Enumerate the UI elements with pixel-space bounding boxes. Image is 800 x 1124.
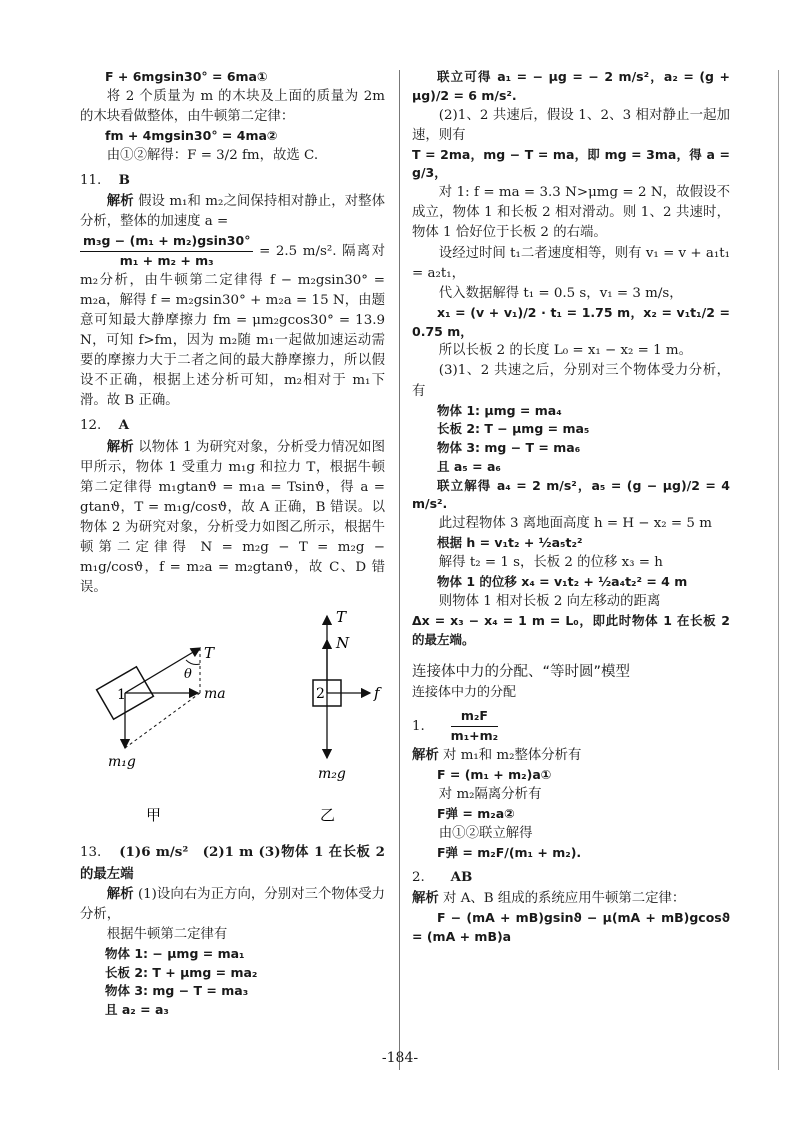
label-T2: T — [336, 608, 347, 627]
label-N: N — [336, 634, 350, 653]
analysis-text: 对 A、B 组成的系统应用牛顿第二定律： — [443, 890, 686, 906]
board-length: 所以长板 2 的长度 L₀ = x₁ − x₂ = 1 m。 — [438, 343, 692, 359]
accel-results: 联立解得 a₄ = 2 m/s²，a₅ = (g − μg)/2 = 4 m/s². — [412, 477, 730, 512]
question-13-analysis — [80, 884, 385, 925]
answer-letter: AB — [450, 868, 473, 885]
question-12-heading — [80, 415, 385, 436]
force-diagrams-svg — [80, 608, 385, 838]
question-11-formula — [80, 232, 385, 411]
left-column — [80, 68, 385, 1020]
system-equation: F − (mA + mB)gsinϑ − μ(mA + mB)gcosϑ = (mA + mB)a — [412, 910, 730, 944]
label-f: f — [374, 684, 380, 703]
question-number: 12. — [80, 418, 102, 434]
right-column — [412, 68, 730, 947]
analysis-continued: = 2.5 m/s². 隔离对 m₂分析，由牛顿第二定律得 f − m₂gsin30° = m₂a，解得 f = m₂gsin30° + m₂a = 15 N，由题意可知最大静摩擦力 fm = μm₂gcos30° = 13.9 N，可知 f>fm，因为 m₂随 m₁一起做加速运动需要的摩擦力大于二者之间的最大静摩擦力，所以假设不正确，根据上述分析可知，m₂相对于 m₁下滑。故 B 正确。 — [80, 243, 385, 409]
label-block-1: 1 — [117, 687, 126, 704]
board2-eq-part3: 长板 2: T − μmg = ma₅ — [437, 421, 590, 437]
equal-acceleration: 且 a₂ = a₃ — [105, 1002, 169, 1018]
fraction-numerator: m₃g − (m₁ + m₂)gsin30° — [80, 232, 253, 252]
newton-law-line: 根据牛顿第二定律有 — [106, 926, 228, 942]
force-diagram-figure — [80, 608, 385, 838]
column-divider — [399, 70, 400, 1070]
part3-intro: (3)1、2 共速之后，分别对三个物体受力分析，有 — [412, 363, 730, 399]
diagonal-dashed — [125, 693, 200, 748]
analysis-label: 解析 — [412, 747, 439, 764]
question-11-analysis — [80, 191, 385, 232]
label-T1: T — [204, 644, 215, 663]
kinematics-eq: 根据 h = v₁t₂ + ½a₅t₂² — [437, 535, 583, 551]
analysis-text: 假设 m₁和 m₂之间保持相对静止，对整体分析，整体的加速度 a = — [80, 193, 385, 230]
conclusion-line: 由①②解得：F = 3/2 fm，故选 C. — [106, 147, 319, 163]
question-2-analysis — [412, 888, 730, 909]
spring-eq: F弹 = m₂a② — [437, 806, 515, 822]
diagram-yi — [313, 608, 382, 824]
part2-intro: (2)1、2 共速后，假设 1、2、3 相对静止一起加速，则有 — [412, 107, 730, 143]
question-2-heading — [412, 867, 730, 888]
whole-eq: F = (m₁ + m₂)a① — [437, 767, 552, 783]
label-block-2: 2 — [316, 686, 325, 703]
object1-eq-part3: 物体 1: μmg = ma₄ — [437, 402, 562, 418]
question-12-analysis — [80, 437, 385, 599]
height-line: 此过程物体 3 离地面高度 h = H − x₂ = 5 m — [438, 516, 712, 532]
question-11-heading — [80, 170, 385, 191]
combined-result: 联立可得 a₁ = − μg = − 2 m/s²，a₂ = (g + μg)/2 = 6 m/s². — [412, 69, 730, 103]
label-theta: θ — [184, 667, 192, 683]
solve-line: 由①②联立解得 — [438, 826, 533, 841]
question-number: 13. — [80, 845, 102, 861]
answer-letter: A — [118, 417, 130, 434]
diagram-jia — [97, 644, 226, 824]
section-title: 连接体中力的分配、“等时圆”模型 — [412, 663, 631, 680]
answer-letter: B — [118, 171, 130, 188]
question-13-heading — [80, 842, 385, 883]
acceleration-fraction — [80, 232, 253, 271]
question-1-analysis — [412, 745, 730, 766]
analysis-text: (1)设向右为正方向，分别对三个物体受力分析， — [80, 886, 386, 922]
label-yi: 乙 — [320, 806, 336, 825]
time-setup: 设经过时间 t₁二者速度相等，则有 v₁ = v + a₁t₁ = a₂t₁， — [412, 245, 730, 281]
question-number: 1. — [412, 718, 425, 734]
analysis-label: 解析 — [412, 889, 439, 906]
label-jia: 甲 — [146, 806, 162, 825]
analysis-text: 对 m₁和 m₂整体分析有 — [443, 748, 582, 764]
equation-1: F + 6mgsin30° = 6ma① — [105, 69, 268, 84]
analysis-label: 解析 — [106, 192, 134, 209]
question-number: 2. — [412, 869, 425, 885]
question-number: 11. — [80, 172, 102, 188]
fraction-numerator: m₂F — [451, 707, 498, 727]
isolate-line: 对 m₂隔离分析有 — [438, 787, 542, 803]
angle-arc — [186, 660, 200, 665]
object1-displacement: 物体 1 的位移 x₄ = v₁t₂ + ½a₄t₂² = 4 m — [437, 574, 688, 590]
object1-equation: 物体 1: − μmg = ma₁ — [105, 945, 245, 961]
object3-equation: 物体 3: mg − T = ma₃ — [105, 983, 249, 999]
label-m2g: m₂g — [318, 766, 346, 783]
accel-equal-part3: 且 a₅ = a₆ — [437, 458, 501, 474]
answer-fraction — [451, 707, 498, 746]
paragraph-whole-system: 将 2 个质量为 m 的木块及上面的质量为 2m 的木块看做整体，由牛顿第二定律： — [80, 88, 385, 124]
label-ma: ma — [204, 686, 226, 703]
time2-solution: 解得 t₂ = 1 s，长板 2 的位移 x₃ = h — [438, 555, 663, 571]
analysis-text: 以物体 1 为研究对象，分析受力情况如图甲所示，物体 1 受重力 m₁g 和拉力 T，根据牛顿第二定律得 m₁gtanϑ = m₁a = Tsinϑ，得 a = gtanϑ，T = m₁g/cosϑ，故 A 正确，B 错误。以物体 2 为研究对象，分析受力如图乙所示，根据牛顿第二定律得 N = m₂g − T = m₂g − m₁g/cosϑ，f = m₂a = m₂gtanϑ，故 C、D 错误。 — [80, 439, 386, 596]
equation-2: fm + 4mgsin30° = 4ma② — [105, 127, 278, 143]
relative-move: 则物体 1 相对长板 2 向左移动的距离 — [438, 593, 661, 609]
part2-check: 对 1: f = ma = 3.3 N>μmg = 2 N，故假设不成立，物体 1 和长板 2 相对滑动。则 1、2 共速时，物体 1 恰好位于长板 2 的右端。 — [412, 185, 730, 241]
object3-eq-part3: 物体 3: mg − T = ma₆ — [437, 440, 581, 456]
analysis-label: 解析 — [106, 438, 134, 455]
displacements: x₁ = (v + v₁)/2 · t₁ = 1.75 m，x₂ = v₁t₁/2 = 0.75 m， — [412, 304, 730, 339]
board2-equation: 长板 2: T + μmg = ma₂ — [105, 964, 258, 980]
part2-equations: T = 2ma，mg − T = ma，即 mg = 3ma，得 a = g/3， — [412, 146, 730, 181]
spring-result: F弹 = m₂F/(m₁ + m₂). — [437, 845, 582, 861]
answer-text: (1)6 m/s² (2)1 m (3)物体 1 在长板 2 的最左端 — [80, 844, 385, 882]
fraction-denominator: m₁ + m₂ + m₃ — [119, 252, 214, 268]
section-subtitle: 连接体中力的分配 — [412, 685, 517, 701]
label-m1g: m₁g — [108, 754, 136, 771]
page-number: -184- — [381, 1050, 419, 1066]
time-solution: 代入数据解得 t₁ = 0.5 s，v₁ = 3 m/s， — [438, 285, 683, 301]
binding-line — [778, 70, 779, 1070]
analysis-label: 解析 — [106, 885, 134, 902]
final-conclusion: Δx = x₃ − x₄ = 1 m = L₀，即此时物体 1 在长板 2 的最左端。 — [412, 613, 730, 647]
question-1-heading — [412, 707, 730, 746]
fraction-denominator: m₁+m₂ — [450, 727, 499, 743]
